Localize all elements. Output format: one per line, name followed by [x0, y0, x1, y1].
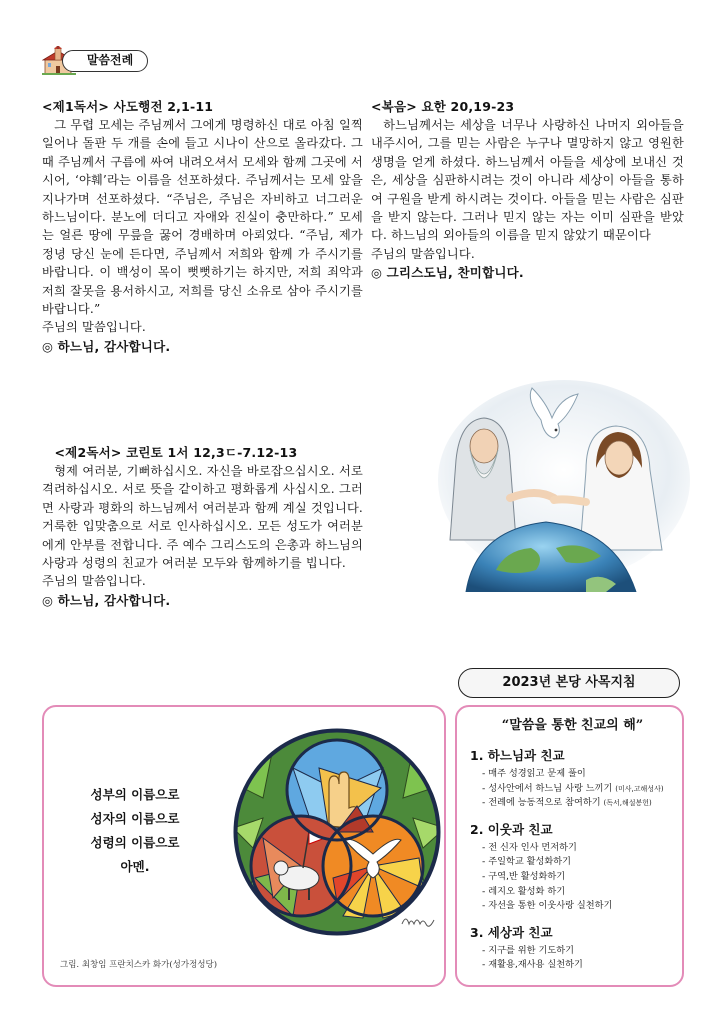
plan-item: - 전 신자 인사 먼저하기 — [482, 841, 577, 853]
plan-item: - 전례에 능동적으로 참여하기 (독서,해설봉헌) — [482, 797, 652, 809]
prayer-line: 아멘. — [120, 859, 150, 874]
trinity-prayer — [80, 783, 190, 879]
first-reading-title: <제1독서> 사도행전 2,1-11 — [42, 99, 214, 114]
plan-item: - 매주 성경읽고 문제 풀이 — [482, 768, 586, 779]
plan-section-heading: 1. 하느님과 친교 — [470, 748, 565, 763]
plan-section-god — [470, 747, 675, 811]
plan-item: - 주일학교 활성화하기 — [482, 856, 572, 868]
trinity-illustration — [436, 380, 692, 592]
prayer-line: 성자의 이름으로 — [90, 811, 180, 826]
plan-item: - 자선을 통한 이웃사랑 실천하기 — [482, 900, 613, 912]
gospel-text: 하느님께서는 세상을 너무나 사랑하신 나머지 외아들을 내주시어, 그를 믿는 사람은 누구나 멸망하지 않고 영원한 생명을 얻게 하셨다. 하느님께서 아들을 세상에 보내신 것은, 세상을 심판하시려는 것이 아니라 세상이 아들을 통하여 구원을 받게 하시려는 것이다. 아들을 믿는 사람은 심판을 받지 않는다. 그러나 믿지 않는 자는 이미 심판을 받았다. 하느님의 외아들의 이름을 믿지 않았기 때문이다 — [371, 118, 684, 243]
plan-section-heading: 3. 세상과 친교 — [470, 924, 553, 940]
second-reading-response: ◎ 하느님, 감사합니다. — [42, 592, 171, 608]
artwork-credit: 그림. 최창임 프란치스카 화가(성가정성당) — [60, 960, 218, 970]
plan-item: - 구역,반 활성화하기 — [482, 870, 566, 882]
gospel-title: <복음> 요한 20,19-23 — [371, 99, 515, 114]
gospel-reading — [371, 97, 684, 283]
plan-item: - 성사안에서 하느님 사랑 느끼기 (미사,고해성사) — [482, 782, 664, 794]
stained-glass-artwork — [233, 728, 445, 936]
first-reading-response: ◎ 하느님, 감사합니다. — [42, 338, 171, 354]
second-reading-text: 형제 여러분, 기뻐하십시오. 자신을 바로잡으십시오. 서로 격려하십시오. 서로 뜻을 같이하고 평화롭게 사십시오. 그러면 사랑과 평화의 하느님께서 여러분과 함께 계실 것입니다. 거룩한 입맞춤으로 서로 인사하십시오. 모든 성도가 여러분에게 안부를 전합니다. 주 예수 그리스도의 은총과 하느님의 사랑과 성령의 친교가 여러분 모두와 함께하기를 빕니다. — [42, 464, 363, 571]
prayer-line: 성부의 이름으로 — [90, 787, 180, 802]
pastoral-plan-content — [470, 712, 675, 983]
gospel-closing: 주님의 말씀입니다. — [371, 246, 475, 261]
second-reading — [42, 443, 363, 611]
pastoral-plan-title: 2023년 본당 사목지침 — [458, 668, 680, 698]
plan-section-heading: 2. 이웃과 친교 — [470, 821, 553, 837]
artist-signature — [400, 910, 436, 932]
first-reading — [42, 97, 363, 357]
second-reading-closing: 주님의 말씀입니다. — [42, 574, 146, 589]
first-reading-closing: 주님의 말씀입니다. — [42, 320, 146, 335]
first-reading-text: 그 무렵 모세는 주님께서 그에게 명령하신 대로 아침 일찍 일어나 돌판 두 개를 손에 들고 시나이 산으로 올라갔다. 그때 주님께서 구름에 싸여 내려오셔서 모세와 함께 그곳에 서시어, ‘야훼’라는 이름을 선포하셨다. 주님께서는 모세 앞을 지나가며 선포하셨다. “주님은, 주님은 자비하고 너그러운 하느님이다. 분노에 더디고 자애와 진실이 충만하다.” 모세는 얼른 땅에 무릎을 꿇어 경배하며 아뢰었다. “주님, 제가 정녕 당신 눈에 든다면, 주님께서 저희와 함께 가 주시기를 바랍니다. 이 백성이 목이 뻣뻣하기는 하지만, 저희 죄악과 저희 잘못을 용서하시고, 저희를 당신 소유로 삼아 주시기를 바랍니다.” — [42, 118, 363, 317]
section-header — [42, 46, 150, 74]
plan-section-neighbor — [470, 821, 675, 914]
gospel-response: ◎ 그리스도님, 찬미합니다. — [371, 265, 524, 281]
plan-item: - 재활용,재사용 실천하기 — [482, 959, 583, 971]
second-reading-title: <제2독서> 코린토 1서 12,3ㄷ-7.12-13 — [54, 445, 298, 460]
header-label: 말씀전례 — [62, 50, 148, 72]
plan-subtitle: “말씀을 통한 친교의 해” — [501, 718, 644, 733]
plan-section-world — [470, 924, 675, 973]
prayer-line: 성령의 이름으로 — [90, 835, 180, 850]
plan-item: - 레지오 활성화 하기 — [482, 885, 566, 897]
plan-item: - 지구를 위한 기도하기 — [482, 944, 574, 956]
